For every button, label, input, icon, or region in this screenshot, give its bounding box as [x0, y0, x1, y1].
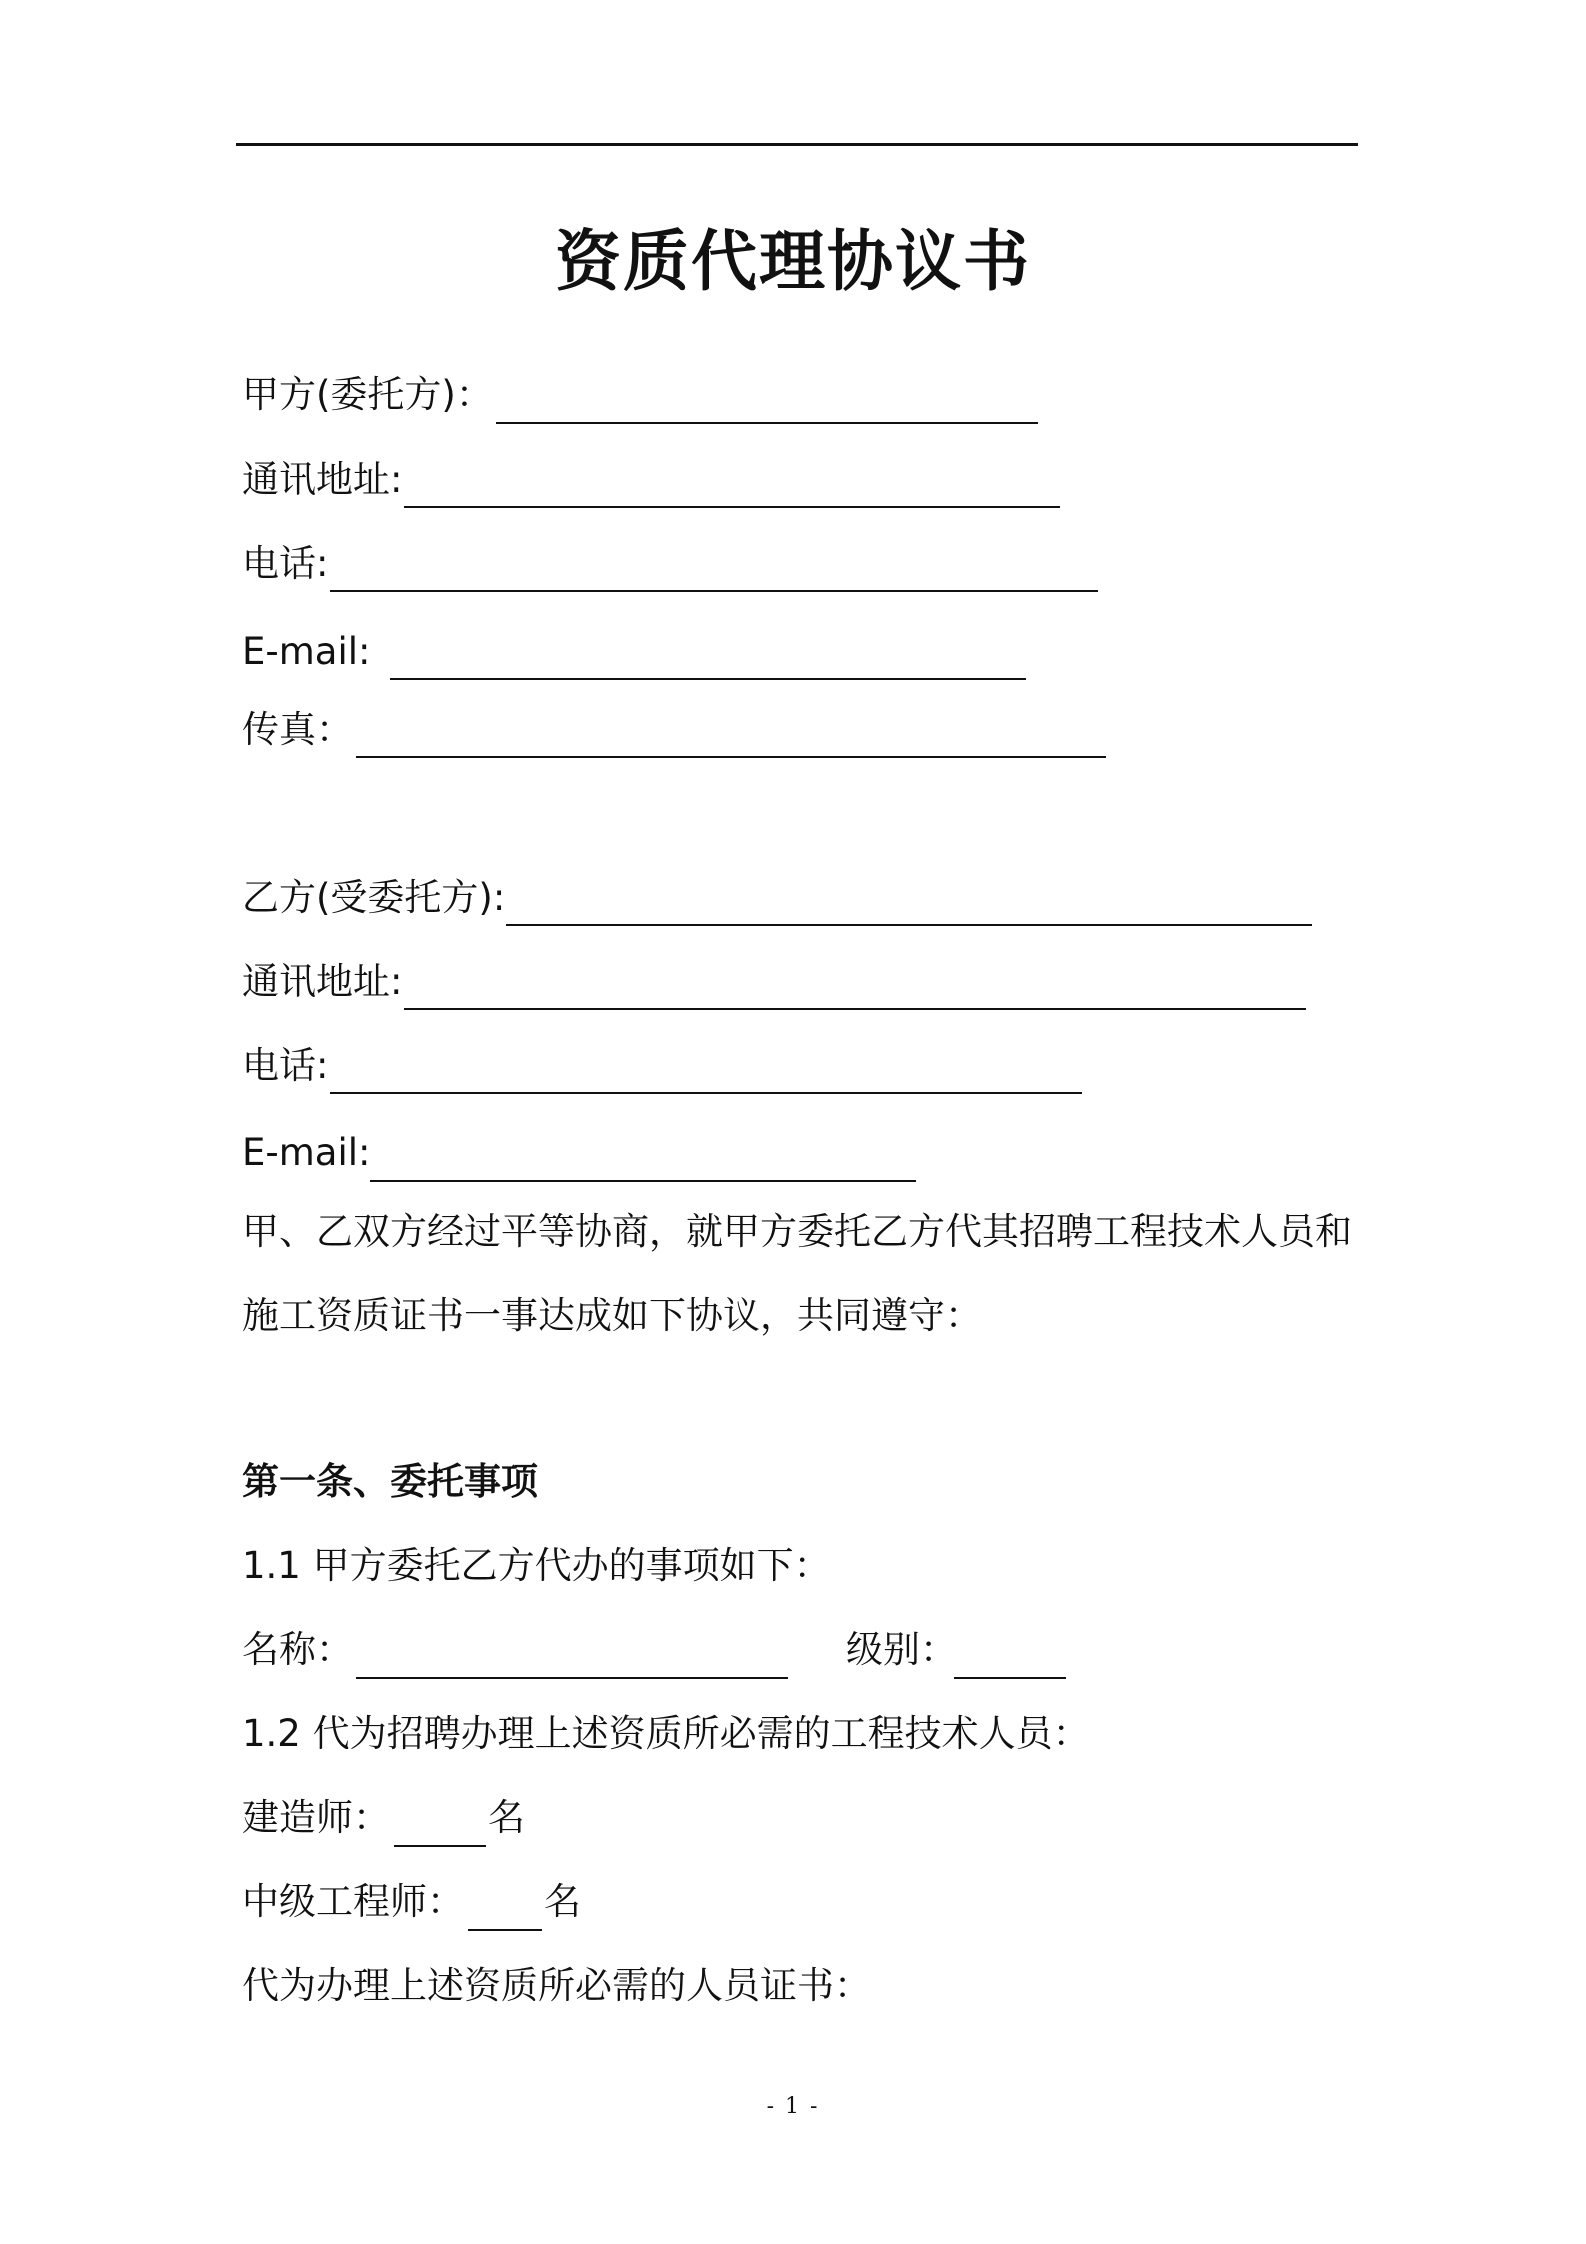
- name-label: 名称：: [242, 1628, 353, 1671]
- party-b-label: 乙方(受委托方):: [242, 876, 506, 919]
- party-a-blank[interactable]: [496, 422, 1038, 424]
- party-b-email-label: E-mail:: [242, 1131, 371, 1174]
- builder-unit: 名: [488, 1796, 525, 1839]
- intro-text-line-2: 施工资质证书一事达成如下协议，共同遵守：: [242, 1294, 982, 1337]
- level-blank[interactable]: [954, 1677, 1066, 1679]
- party-b-blank[interactable]: [506, 924, 1312, 926]
- engineer-label: 中级工程师：: [242, 1880, 464, 1923]
- document-title: 资质代理协议书: [555, 223, 1031, 300]
- intro-text-line-1: 甲、乙双方经过平等协商，就甲方委托乙方代其招聘工程技术人员和: [242, 1210, 1352, 1253]
- item-1-2: 1.2 代为招聘办理上述资质所必需的工程技术人员：: [242, 1712, 1090, 1755]
- engineer-unit: 名: [544, 1880, 581, 1923]
- party-a-email-blank[interactable]: [390, 678, 1026, 680]
- certificates-line: 代为办理上述资质所必需的人员证书：: [242, 1964, 871, 2007]
- header-rule: [236, 143, 1358, 146]
- party-a-fax-label: 传真：: [242, 708, 353, 751]
- builder-count-blank[interactable]: [394, 1845, 486, 1847]
- party-a-fax-blank[interactable]: [356, 756, 1106, 758]
- party-b-email-blank[interactable]: [370, 1180, 916, 1182]
- builder-label: 建造师：: [242, 1796, 390, 1839]
- party-a-address-label: 通讯地址:: [242, 458, 403, 501]
- party-a-phone-blank[interactable]: [330, 590, 1098, 592]
- party-b-address-label: 通讯地址:: [242, 960, 403, 1003]
- party-b-address-blank[interactable]: [404, 1008, 1306, 1010]
- item-1-1: 1.1 甲方委托乙方代办的事项如下：: [242, 1544, 831, 1587]
- party-a-label: 甲方(委托方)：: [242, 373, 493, 416]
- page-number: - 1 -: [766, 2094, 820, 2119]
- level-label: 级别：: [846, 1628, 957, 1671]
- engineer-count-blank[interactable]: [468, 1929, 542, 1931]
- article-1-heading: 第一条、委托事项: [242, 1460, 538, 1503]
- party-a-email-label: E-mail:: [242, 630, 371, 673]
- party-a-phone-label: 电话:: [242, 542, 329, 585]
- name-blank[interactable]: [356, 1677, 788, 1679]
- party-b-phone-blank[interactable]: [330, 1092, 1082, 1094]
- party-a-address-blank[interactable]: [404, 506, 1060, 508]
- party-b-phone-label: 电话:: [242, 1044, 329, 1087]
